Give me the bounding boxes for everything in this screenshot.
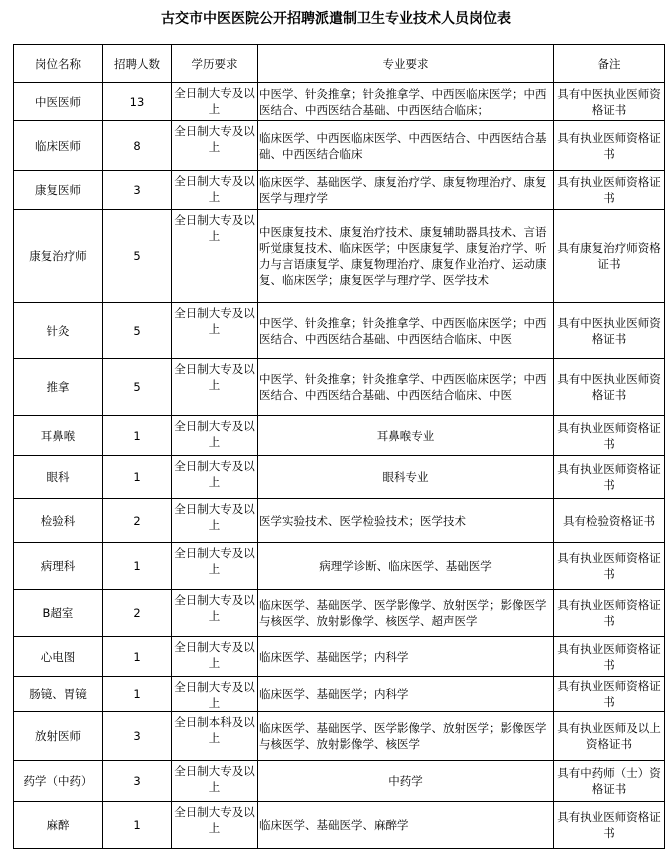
cell-count: 2 xyxy=(103,590,172,637)
cell-education: 全日制大专及以上 xyxy=(172,543,258,590)
cell-education: 全日制大专及以上 xyxy=(172,303,258,359)
cell-education: 全日制大专及以上 xyxy=(172,121,258,171)
cell-position: B超室 xyxy=(14,590,103,637)
cell-position: 检验科 xyxy=(14,499,103,543)
table-row xyxy=(14,637,665,677)
cell-note: 具有中医执业医师资格证书 xyxy=(554,303,665,359)
cell-major: 临床医学、基础医学、麻醉学 xyxy=(258,802,554,849)
cell-major: 中医康复技术、康复治疗技术、康复辅助器具技术、言语听觉康复技术、临床医学；中医康复学、康复治疗学、听力与言语康复学、康复物理治疗、康复作业治疗、运动康复、临床医学；康复医学与理疗学、医学技术 xyxy=(258,210,554,303)
cell-note: 具有中医执业医师资格证书 xyxy=(554,359,665,416)
header-major: 专业要求 xyxy=(258,45,554,83)
cell-position: 推拿 xyxy=(14,359,103,416)
positions-table xyxy=(13,44,665,849)
cell-position: 针灸 xyxy=(14,303,103,359)
cell-position: 康复治疗师 xyxy=(14,210,103,303)
cell-major: 中医学、针灸推拿；针灸推拿学、中西医临床医学；中西医结合、中西医结合基础、中西医结合临床、中医 xyxy=(258,303,554,359)
table-row xyxy=(14,171,665,210)
cell-education: 全日制大专及以上 xyxy=(172,761,258,802)
cell-education: 全日制大专及以上 xyxy=(172,359,258,416)
cell-major: 临床医学、基础医学；内科学 xyxy=(258,677,554,712)
cell-position: 病理科 xyxy=(14,543,103,590)
cell-note: 具有中药师（士）资格证书 xyxy=(554,761,665,802)
cell-education: 全日制大专及以上 xyxy=(172,499,258,543)
cell-education: 全日制大专及以上 xyxy=(172,456,258,499)
header-note: 备注 xyxy=(554,45,665,83)
cell-education: 全日制大专及以上 xyxy=(172,210,258,303)
cell-count: 5 xyxy=(103,210,172,303)
header-education: 学历要求 xyxy=(172,45,258,83)
cell-note: 具有中医执业医师资格证书 xyxy=(554,83,665,121)
header-count: 招聘人数 xyxy=(103,45,172,83)
cell-count: 1 xyxy=(103,802,172,849)
table-row xyxy=(14,303,665,359)
cell-position: 眼科 xyxy=(14,456,103,499)
cell-note: 具有执业医师资格证书 xyxy=(554,637,665,677)
cell-major: 临床医学、中西医临床医学、中西医结合、中西医结合基础、中西医结合临床 xyxy=(258,121,554,171)
cell-education: 全日制大专及以上 xyxy=(172,83,258,121)
table-row xyxy=(14,83,665,121)
cell-education: 全日制大专及以上 xyxy=(172,590,258,637)
cell-position: 药学（中药） xyxy=(14,761,103,802)
cell-count: 1 xyxy=(103,456,172,499)
table-row xyxy=(14,359,665,416)
cell-position: 中医医师 xyxy=(14,83,103,121)
cell-major: 临床医学、基础医学、医学影像学、放射医学；影像医学与核医学、放射影像学、核医学、超声医学 xyxy=(258,590,554,637)
cell-position: 康复医师 xyxy=(14,171,103,210)
page-title: 古交市中医医院公开招聘派遣制卫生专业技术人员岗位表 xyxy=(161,11,511,27)
table-row xyxy=(14,543,665,590)
cell-count: 3 xyxy=(103,171,172,210)
cell-count: 1 xyxy=(103,416,172,456)
cell-count: 3 xyxy=(103,761,172,802)
cell-count: 13 xyxy=(103,83,172,121)
cell-count: 8 xyxy=(103,121,172,171)
cell-major: 医学实验技术、医学检验技术；医学技术 xyxy=(258,499,554,543)
cell-count: 5 xyxy=(103,303,172,359)
table-row xyxy=(14,456,665,499)
cell-major: 中药学 xyxy=(258,761,554,802)
cell-position: 放射医师 xyxy=(14,712,103,761)
cell-major: 中医学、针灸推拿；针灸推拿学、中西医临床医学；中西医结合、中西医结合基础、中西医结合临床、中医 xyxy=(258,359,554,416)
table-header-row xyxy=(14,45,665,83)
table-row xyxy=(14,802,665,849)
table-row xyxy=(14,121,665,171)
cell-note: 具有执业医师资格证书 xyxy=(554,802,665,849)
cell-count: 1 xyxy=(103,677,172,712)
cell-note: 具有执业医师资格证书 xyxy=(554,590,665,637)
cell-count: 5 xyxy=(103,359,172,416)
table-row xyxy=(14,499,665,543)
cell-note: 具有检验资格证书 xyxy=(554,499,665,543)
cell-count: 2 xyxy=(103,499,172,543)
table-row xyxy=(14,677,665,712)
cell-major: 中医学、针灸推拿；针灸推拿学、中西医临床医学；中西医结合、中西医结合基础、中西医结合临床； xyxy=(258,83,554,121)
table-row xyxy=(14,590,665,637)
cell-major: 临床医学、基础医学、医学影像学、放射医学；影像医学与核医学、放射影像学、核医学 xyxy=(258,712,554,761)
cell-major: 临床医学、基础医学；内科学 xyxy=(258,637,554,677)
cell-major: 眼科专业 xyxy=(258,456,554,499)
cell-education: 全日制大专及以上 xyxy=(172,637,258,677)
cell-count: 3 xyxy=(103,712,172,761)
cell-position: 临床医师 xyxy=(14,121,103,171)
header-position: 岗位名称 xyxy=(14,45,103,83)
table-body xyxy=(14,83,665,849)
cell-note: 具有执业医师资格证书 xyxy=(554,171,665,210)
cell-note: 具有执业医师及以上资格证书 xyxy=(554,712,665,761)
cell-position: 耳鼻喉 xyxy=(14,416,103,456)
table-row xyxy=(14,712,665,761)
table-row xyxy=(14,210,665,303)
cell-education: 全日制本科及以上 xyxy=(172,712,258,761)
cell-major: 临床医学、基础医学、康复治疗学、康复物理治疗、康复医学与理疗学 xyxy=(258,171,554,210)
cell-count: 1 xyxy=(103,637,172,677)
cell-note: 具有执业医师资格证书 xyxy=(554,543,665,590)
cell-position: 麻醉 xyxy=(14,802,103,849)
cell-note: 具有执业医师资格证书 xyxy=(554,456,665,499)
cell-major: 耳鼻喉专业 xyxy=(258,416,554,456)
cell-major: 病理学诊断、临床医学、基础医学 xyxy=(258,543,554,590)
cell-position: 心电图 xyxy=(14,637,103,677)
cell-education: 全日制大专及以上 xyxy=(172,171,258,210)
cell-note: 具有执业医师资格证书 xyxy=(554,677,665,712)
cell-education: 全日制大专及以上 xyxy=(172,802,258,849)
cell-position: 肠镜、胃镜 xyxy=(14,677,103,712)
table-row xyxy=(14,416,665,456)
cell-note: 具有执业医师资格证书 xyxy=(554,416,665,456)
cell-education: 全日制大专及以上 xyxy=(172,677,258,712)
cell-count: 1 xyxy=(103,543,172,590)
cell-education: 全日制大专及以上 xyxy=(172,416,258,456)
table-row xyxy=(14,761,665,802)
cell-note: 具有执业医师资格证书 xyxy=(554,121,665,171)
cell-note: 具有康复治疗师资格证书 xyxy=(554,210,665,303)
